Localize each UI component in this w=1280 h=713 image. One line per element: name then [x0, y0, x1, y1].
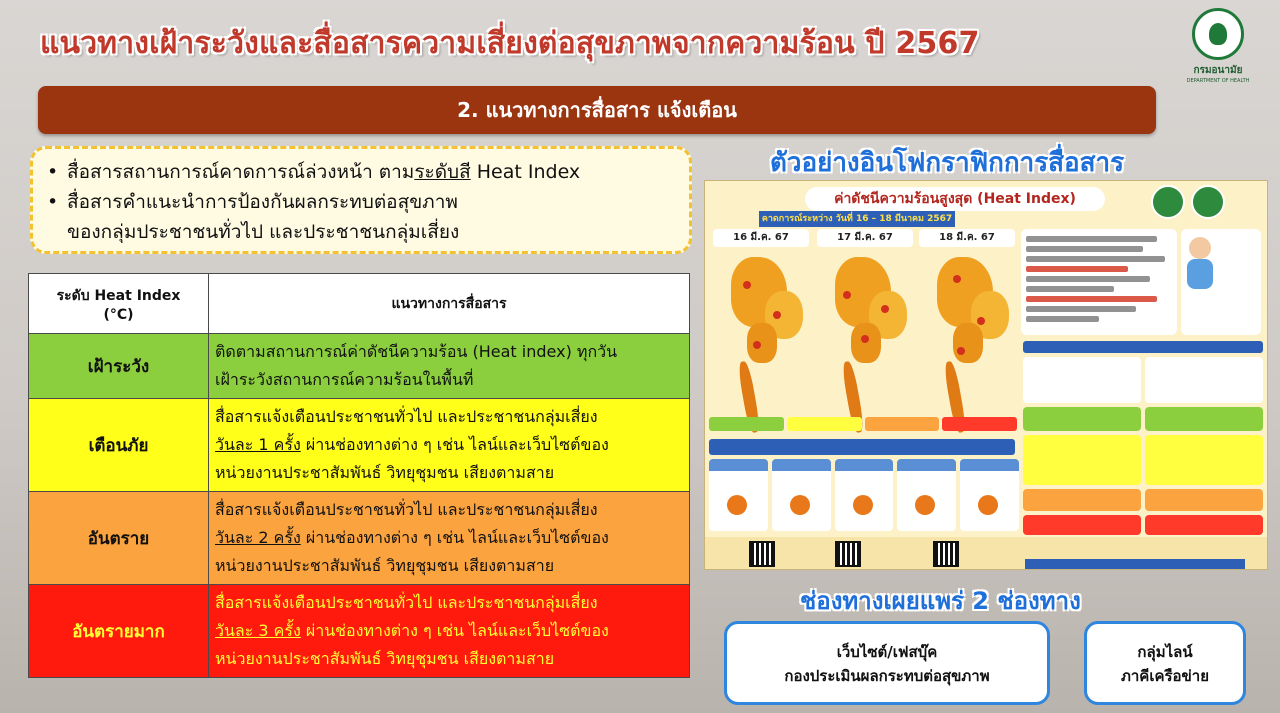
- level-label: เตือนภัย: [29, 399, 209, 492]
- bullet-box: [30, 146, 692, 254]
- bullet-item: [47, 187, 675, 247]
- heat-index-table: [28, 273, 690, 678]
- section-title: 2. แนวทางการสื่อสาร แจ้งเตือน: [38, 86, 1156, 134]
- infographic-footer: [705, 537, 1268, 570]
- person-illustration-icon: [1181, 229, 1261, 335]
- table-row-warning: [29, 399, 690, 492]
- guideline-text: สื่อสารแจ้งเตือนประชาชนทั่วไป และประชาชนกลุ่มเสี่ยง วันละ 2 ครั้ง ผ่านช่องทางต่าง ๆ เช่น ไลน์และเว็บไซต์ของ หน่วยงานประชาสัมพันธ์ วิทยุชุมชน เสียงตามสาย: [209, 492, 690, 585]
- guide-row: [1023, 407, 1263, 431]
- infographic-logos: [1145, 185, 1255, 225]
- guide-row: [1023, 515, 1263, 535]
- channel-line-group: [1084, 621, 1246, 705]
- guideline-text: สื่อสารแจ้งเตือนประชาชนทั่วไป และประชาชนกลุ่มเสี่ยง วันละ 1 ครั้ง ผ่านช่องทางต่าง ๆ เช่น ไลน์และเว็บไซต์ของ หน่วยงานประชาสัมพันธ์ วิทยุชุมชน เสียงตามสาย: [209, 399, 690, 492]
- guide-row: [1023, 357, 1263, 403]
- map-card: [817, 229, 913, 439]
- infographic-summary: [1021, 229, 1177, 335]
- infographic-image: [704, 180, 1268, 570]
- department-seal-icon: [1192, 8, 1244, 60]
- map-date: 18 มี.ค. 67: [919, 229, 1015, 247]
- map-date: 16 มี.ค. 67: [713, 229, 809, 247]
- logo-icon: [1191, 185, 1225, 219]
- channel-label: กลุ่มไลน์: [1137, 643, 1193, 661]
- guide-row: [1023, 489, 1263, 511]
- guideline-text: สื่อสารแจ้งเตือนประชาชนทั่วไป และประชาชนกลุ่มเสี่ยง วันละ 3 ครั้ง ผ่านช่องทางต่าง ๆ เช่น ไลน์และเว็บไซต์ของ หน่วยงานประชาสัมพันธ์ วิทยุชุมชน เสียงตามสาย: [209, 585, 690, 678]
- table-header-row: [29, 274, 690, 334]
- logo-subtext: DEPARTMENT OF HEALTH: [1186, 78, 1250, 84]
- level-label: เฝ้าระวัง: [29, 334, 209, 399]
- table-row-extreme-danger: [29, 585, 690, 678]
- bullet-text: สื่อสารคำแนะนำการป้องกันผลกระทบต่อสุขภาพ ของกลุ่มประชาชนทั่วไป และประชาชนกลุ่มเสี่ยง: [67, 191, 460, 243]
- channel-sublabel: ภาคีเครือข่าย: [1120, 667, 1210, 685]
- qr-code-icon: [835, 541, 861, 567]
- bullet-dot-icon: •: [47, 161, 59, 183]
- qr-code-icon: [933, 541, 959, 567]
- bullet-item: [47, 157, 675, 187]
- column-header-guideline: แนวทางการสื่อสาร: [209, 274, 690, 334]
- level-label: อันตราย: [29, 492, 209, 585]
- infographic-section-title: ตัวอย่างอินโฟกราฟิกการสื่อสาร: [770, 148, 1125, 178]
- color-legend: [709, 417, 1017, 435]
- logo-icon: [1151, 185, 1185, 219]
- map-date: 17 มี.ค. 67: [817, 229, 913, 247]
- thailand-map-icon: [713, 251, 809, 437]
- distribution-title: ช่องทางเผยแพร่ 2 ช่องทาง: [800, 587, 1081, 615]
- bullet-text: สื่อสารสถานการณ์คาดการณ์ล่วงหน้า ตามระดับสี Heat Index: [67, 161, 581, 183]
- level-label: อันตรายมาก: [29, 585, 209, 678]
- page-title: แนวทางเฝ้าระวังและสื่อสารความเสี่ยงต่อสุขภาพจากความร้อน ปี 2567: [40, 26, 980, 61]
- guide-row: [1023, 435, 1263, 485]
- thailand-map-icon: [919, 251, 1015, 437]
- qr-code-icon: [749, 541, 775, 567]
- channel-sublabel: กองประเมินผลกระทบต่อสุขภาพ: [784, 667, 990, 685]
- thailand-map-icon: [817, 251, 913, 437]
- infographic-date-range: คาดการณ์ระหว่าง วันที่ 16 – 18 มีนาคม 2567: [759, 211, 955, 227]
- guide-bar: [1023, 341, 1263, 353]
- infographic-strip: [709, 439, 1015, 455]
- map-card: [713, 229, 809, 439]
- map-card: [919, 229, 1015, 439]
- department-logo: [1183, 8, 1253, 90]
- infographic-head: ค่าดัชนีความร้อนสูงสุด (Heat Index): [805, 187, 1105, 211]
- guideline-text: ติดตามสถานการณ์ค่าดัชนีความร้อน (Heat index) ทุกวัน เฝ้าระวังสถานการณ์ความร้อนในพื้นที่: [209, 334, 690, 399]
- table-row-danger: [29, 492, 690, 585]
- bullet-dot-icon: •: [47, 191, 59, 213]
- column-header-level: ระดับ Heat Index (°C): [29, 274, 209, 334]
- city-cards: [709, 459, 1019, 531]
- channel-website-facebook: [724, 621, 1050, 705]
- table-row-watch: [29, 334, 690, 399]
- channel-label: เว็บไซต์/เฟสบุ๊ค: [836, 643, 938, 661]
- logo-text: กรมอนามัย: [1193, 65, 1243, 76]
